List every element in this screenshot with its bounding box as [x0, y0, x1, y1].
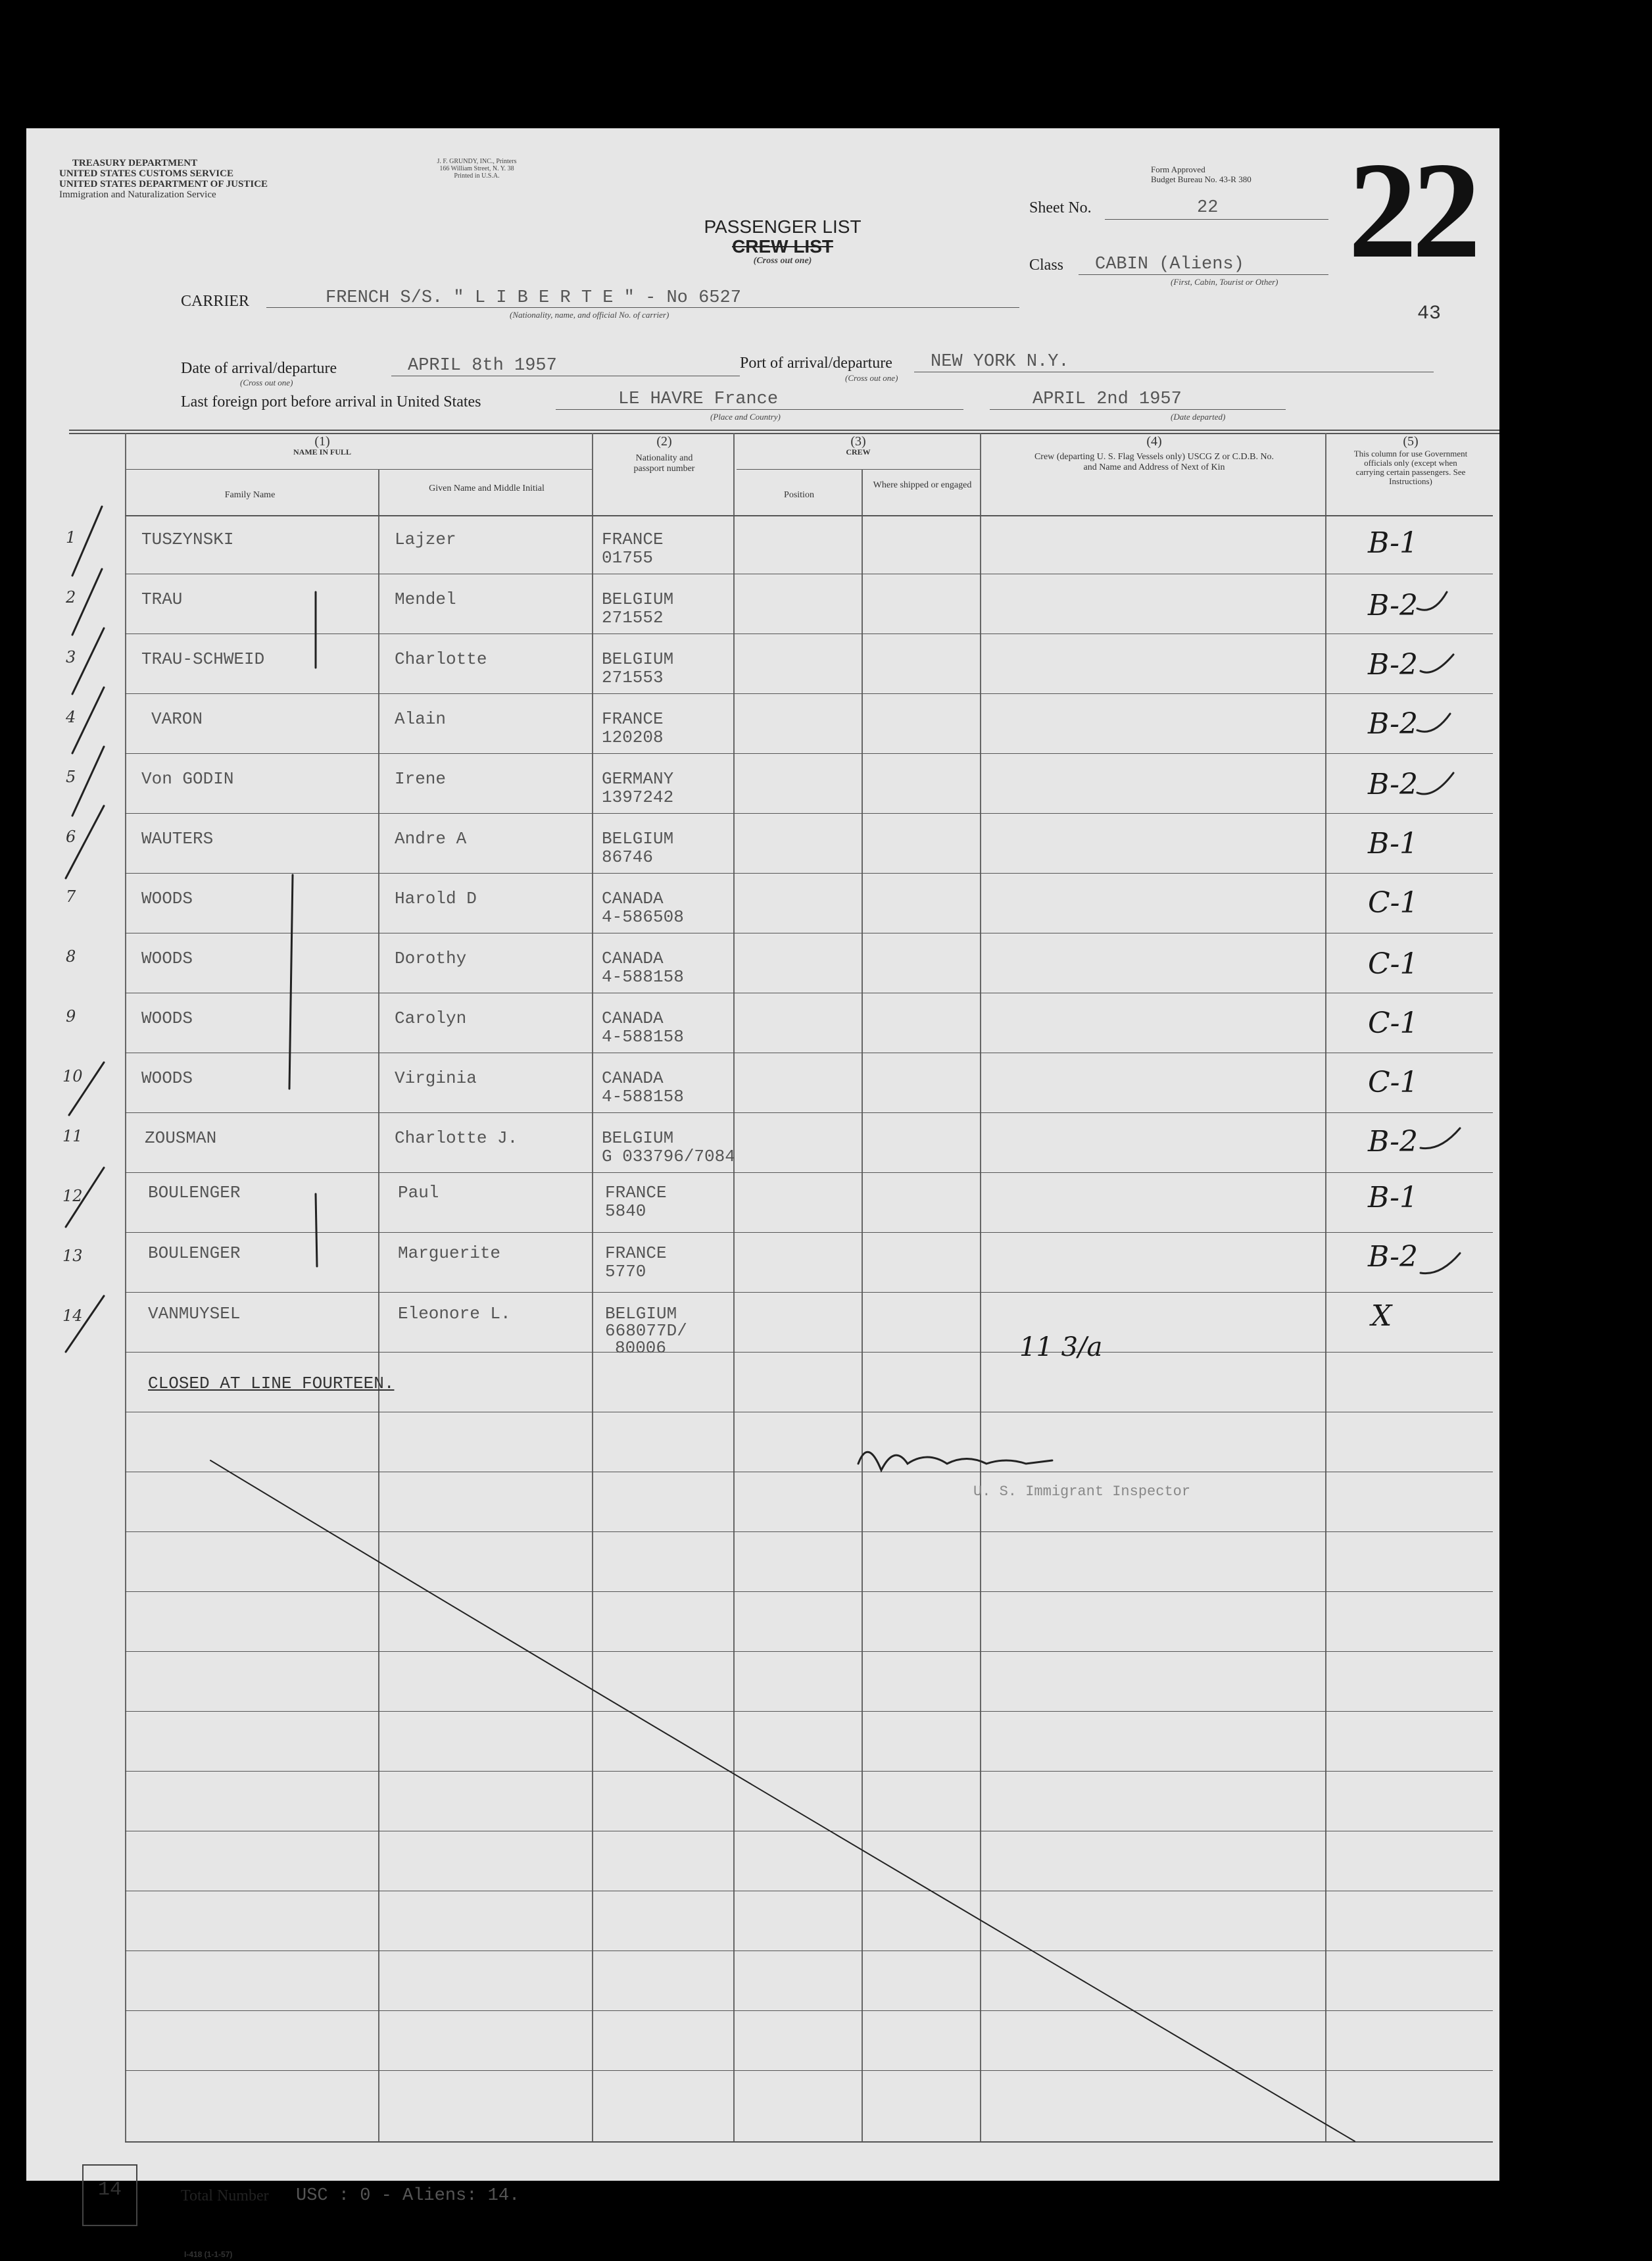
printer-line-3: Printed in U.S.A.	[454, 172, 500, 180]
total-label: Total Number	[181, 2187, 269, 2204]
line-number: 2	[66, 588, 76, 607]
col4-number: (4)	[1146, 434, 1162, 449]
official-mark: C-1	[1368, 886, 1419, 920]
family-name: TRAU	[141, 589, 183, 609]
official-mark: C-1	[1368, 947, 1419, 981]
family-name: VANMUYSEL	[148, 1304, 241, 1324]
family-name: BOULENGER	[148, 1183, 241, 1203]
class-label: Class	[1029, 257, 1064, 274]
official-mark: B-1	[1368, 526, 1419, 560]
official-mark: B-2	[1368, 1240, 1419, 1274]
where-shipped-header-text: Where shipped or engaged	[873, 480, 972, 490]
passport-number: 271553	[602, 668, 664, 687]
family-name: TUSZYNSKI	[141, 530, 234, 549]
last-port-caption: (Place and Country)	[710, 412, 781, 422]
given-name: Alain	[395, 709, 447, 729]
departed-caption: (Date departed)	[1171, 412, 1226, 422]
line-number: 9	[66, 1007, 76, 1026]
given-name: Charlotte	[395, 649, 487, 669]
official-mark: X	[1371, 1299, 1392, 1333]
count-box	[82, 2164, 137, 2226]
given-name: Andre A	[395, 829, 467, 849]
family-name: WOODS	[141, 889, 193, 908]
given-name-header-text: Given Name and Middle Initial	[429, 484, 545, 493]
nationality: BELGIUM	[605, 1304, 677, 1324]
line-number: 10	[62, 1067, 83, 1085]
col5-title: This column for use Government officials only (except when carrying certain passengers. See Instructions)	[1353, 449, 1468, 486]
form-approved-line-2: Budget Bureau No. 43-R 380	[1151, 174, 1251, 184]
given-name: Marguerite	[398, 1243, 501, 1263]
nationality: FRANCE	[605, 1183, 667, 1203]
passport-number: 120208	[602, 728, 664, 747]
date-label-text: Date of arrival/departure	[181, 360, 337, 377]
family-name: WAUTERS	[141, 829, 214, 849]
given-name: Eleonore L.	[398, 1304, 511, 1324]
form-code: I-418 (1-1-57)	[184, 2250, 233, 2259]
col5-number: (5)	[1403, 434, 1419, 449]
nationality: CANADA	[602, 1008, 664, 1028]
official-mark: C-1	[1368, 1066, 1419, 1099]
col1-number: (1)	[314, 434, 330, 449]
given-name: Irene	[395, 769, 447, 789]
date-caption: (Cross out one)	[240, 378, 293, 387]
line-number: 14	[62, 1306, 83, 1325]
col3-number: (3)	[850, 434, 866, 449]
passport-number: 668077D/	[605, 1321, 687, 1341]
official-mark: C-1	[1368, 1006, 1419, 1040]
title-note: (Cross out one)	[753, 256, 812, 266]
title-crew-list: CREW LIST	[732, 236, 833, 257]
line-number: 4	[66, 708, 76, 726]
passport-number: G 033796/7084	[602, 1147, 735, 1166]
nationality: FRANCE	[605, 1243, 667, 1263]
family-name: Von GODIN	[141, 769, 234, 789]
nationality: CANADA	[602, 1068, 664, 1088]
family-name: WOODS	[141, 949, 193, 968]
nationality: GERMANY	[602, 769, 674, 789]
manifest-sheet	[26, 128, 1499, 2259]
date-value: APRIL 8th 1957	[408, 356, 557, 376]
nationality: FRANCE	[602, 530, 664, 549]
passport-number: 4-588158	[602, 967, 684, 987]
col2-title: Nationality and passport number	[633, 453, 695, 474]
col3-title: CREW	[846, 447, 871, 457]
last-port-label: Last foreign port before arrival in United States	[181, 393, 481, 410]
line-number: 8	[66, 947, 76, 966]
big-sheet-number: 22	[1348, 134, 1476, 287]
title-passenger-list: PASSENGER LIST	[704, 216, 862, 237]
line-number: 3	[66, 648, 76, 666]
agency-line-3: UNITED STATES DEPARTMENT OF JUSTICE	[59, 179, 268, 189]
class-caption: (First, Cabin, Tourist or Other)	[1171, 277, 1278, 287]
passport-number: 4-586508	[602, 907, 684, 927]
printer-line-1: J. F. GRUNDY, INC., Printers	[437, 158, 517, 165]
departed-value: APRIL 2nd 1957	[1032, 389, 1182, 409]
last-port-value: LE HAVRE France	[618, 389, 779, 409]
page-number: 43	[1417, 303, 1442, 325]
sheet-label: Sheet No.	[1029, 199, 1092, 216]
family-name: ZOUSMAN	[145, 1128, 217, 1148]
line-number: 11	[62, 1127, 83, 1145]
printer-line-2: 166 William Street, N. Y. 38	[439, 165, 514, 172]
given-name: Carolyn	[395, 1008, 467, 1028]
line-number: 1	[66, 528, 76, 547]
passport-number: 01755	[602, 548, 654, 568]
official-mark: B-2	[1368, 707, 1419, 741]
given-name: Mendel	[395, 589, 456, 609]
count-box-value: 14	[97, 2179, 122, 2201]
handwritten-time: 11 3/a	[1019, 1332, 1103, 1362]
port-label-text: Port of arrival/departure	[740, 355, 892, 372]
line-number: 12	[62, 1187, 83, 1205]
line-number: 6	[66, 828, 76, 846]
closed-note: CLOSED AT LINE FOURTEEN.	[148, 1374, 395, 1393]
line-number: 7	[66, 887, 76, 906]
carrier-caption: (Nationality, name, and official No. of carrier)	[510, 310, 669, 320]
nationality: FRANCE	[602, 709, 664, 729]
sheet-value: 22	[1197, 198, 1219, 218]
agency-line-4: Immigration and Naturalization Service	[59, 189, 216, 200]
passport-number: 271552	[602, 608, 664, 628]
form-approved-line-1: Form Approved	[1151, 164, 1205, 174]
given-name: Charlotte J.	[395, 1128, 518, 1148]
family-name: TRAU-SCHWEID	[141, 649, 265, 669]
col1-title: NAME IN FULL	[293, 447, 351, 457]
given-name: Virginia	[395, 1068, 477, 1088]
passport-number: 86746	[602, 847, 654, 867]
family-name: BOULENGER	[148, 1243, 241, 1263]
nationality: BELGIUM	[602, 589, 674, 609]
given-name: Dorothy	[395, 949, 467, 968]
given-name: Paul	[398, 1183, 439, 1203]
carrier-value: FRENCH S/S. " L I B E R T E " - No 6527	[326, 288, 741, 308]
agency-line-2: UNITED STATES CUSTOMS SERVICE	[59, 168, 233, 179]
class-value: CABIN (Aliens)	[1095, 255, 1244, 274]
given-name: Lajzer	[395, 530, 456, 549]
given-name: Harold D	[395, 889, 477, 908]
nationality: BELGIUM	[602, 1128, 674, 1148]
nationality: CANADA	[602, 889, 664, 908]
family-name: WOODS	[141, 1008, 193, 1028]
official-mark: B-2	[1368, 648, 1419, 682]
nationality: BELGIUM	[602, 649, 674, 669]
passport-number: 1397242	[602, 787, 674, 807]
agency-line-1: TREASURY DEPARTMENT	[72, 158, 198, 168]
col2-number: (2)	[656, 434, 672, 449]
official-mark: B-2	[1368, 768, 1419, 801]
total-value: USC : 0 - Aliens: 14.	[296, 2186, 520, 2206]
passport-number: 4-588158	[602, 1027, 684, 1047]
family-name: WOODS	[141, 1068, 193, 1088]
official-mark: B-1	[1368, 1181, 1419, 1214]
passport-number-cont: 80006	[615, 1338, 667, 1358]
family-name-header: Family Name	[224, 490, 276, 500]
handwritten-marks	[26, 128, 1499, 2181]
passport-number: 4-588158	[602, 1087, 684, 1106]
line-number: 13	[62, 1247, 83, 1265]
official-mark: B-2	[1368, 1125, 1419, 1158]
col4-title: Crew (departing U. S. Flag Vessels only) USCG Z or C.D.B. No. and Name and Address of Next of Kin	[1034, 452, 1275, 472]
nationality: CANADA	[602, 949, 664, 968]
inspector-label: U. S. Immigrant Inspector	[973, 1483, 1191, 1500]
passport-number: 5840	[605, 1201, 646, 1221]
family-name: VARON	[151, 709, 203, 729]
passport-number: 5770	[605, 1262, 646, 1281]
port-caption: (Cross out one)	[845, 373, 898, 383]
nationality: BELGIUM	[602, 829, 674, 849]
line-number: 5	[66, 768, 76, 786]
official-mark: B-1	[1368, 827, 1419, 860]
port-value: NEW YORK N.Y.	[931, 352, 1069, 372]
official-mark: B-2	[1368, 589, 1419, 622]
position-header: Position	[784, 490, 814, 500]
carrier-label: CARRIER	[181, 293, 250, 310]
